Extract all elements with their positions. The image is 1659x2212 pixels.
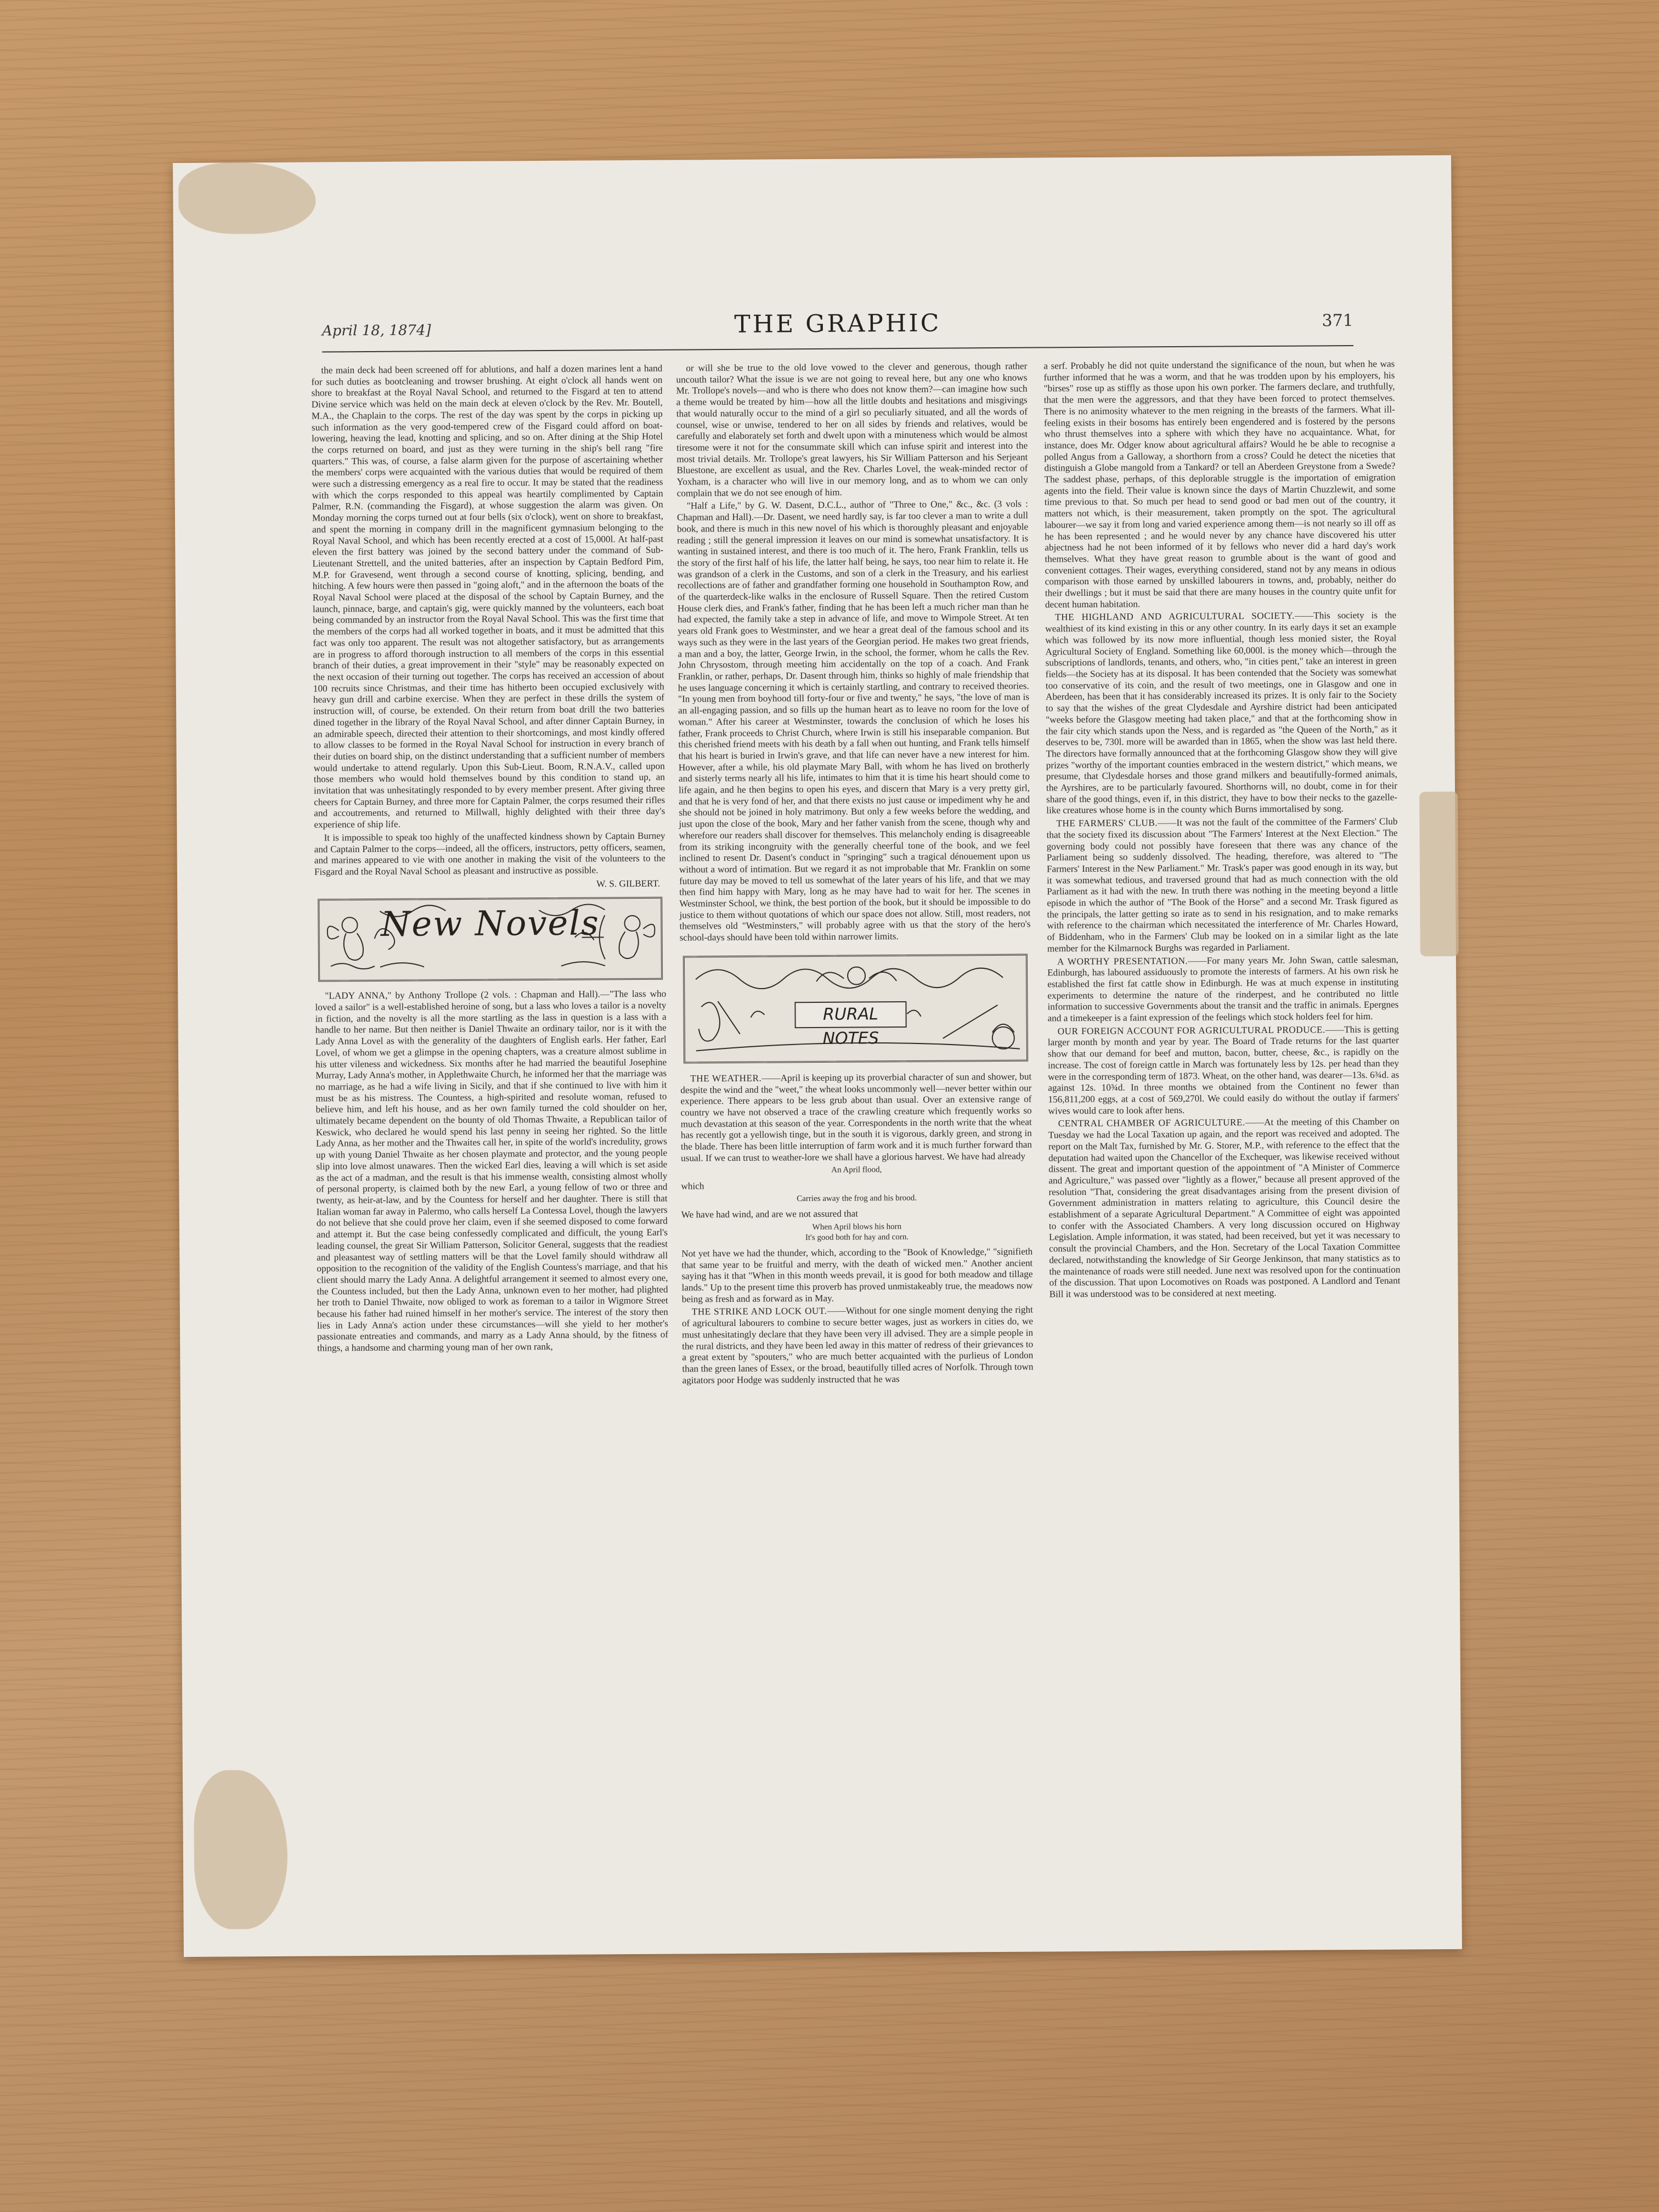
new-novels-banner (318, 897, 663, 982)
rural-note-paragraph (1045, 610, 1397, 817)
paragraph-text: We have had wind, and are we not assured that (681, 1208, 859, 1220)
issue-date: April 18, 1874] (321, 322, 431, 340)
paper-stain (178, 162, 316, 235)
section-heading: A WORTHY PRESENTATION. (1057, 955, 1188, 967)
verse-line: It's good both for hay and corn. (805, 1232, 909, 1243)
article-paragraph: It is impossible to speak too highly of the unaffected kindness shown by Captain Burney and Captain Palmer to the corps—indeed, all the officers, instructors, petty officers, seamen, and marines appeared to vie with one another in making the visit of the volunteers to the Fisgard and the Royal Naval School as pleasant and instructive as possible. (314, 830, 665, 877)
author-signature: W. S. GILBERT. (596, 878, 661, 889)
paragraph-text: ——For many years Mr. John Swan, cattle salesman, Edinburgh, has laboured assiduously to promote the interests of farmers. At his own risk he established the first fat cattle show in Edinburgh. He was at much expense in instituting experiments to determine the nature of the rinderpest, and he contributed no little information to successive Governments about the transit and the traffic in animals. Epergnes and a timekeeper is a faint expression of the feelings which stock holders feel for him. (1047, 954, 1399, 1024)
article-paragraph: the main deck had been screened off for ablutions, and half a dozen marines lent a hand for such duties as bootcleaning and trowser brushing. At eight o'clock all hands went on shore to breakfast at the Royal Naval School, and returned to the Fisgard at ten to attend Divine service which was held on the main deck at eleven o'clock by the Rev. Mr. Boutell, M.A., the Chaplain to the corps. The rest of the day was spent by the corps in picking up such information as the very good-tempered crew of the Fisgard could afford on boat-lowering, heaving the lead, knotting and splicing, and so on. After dining at the Ship Hotel the corps returned on board, and just as they were turning in the ship's bell rang "fire quarters." This was, of course, a false alarm given for the purpose of ascertaining whether the members' corps were acquainted with the various duties that would be required of them were such a distressing emergency as a real fire to occur. It may be stated that the readiness with which the corps responded to this appeal was heartily complimented by Captain Palmer, R.N. (commanding the Fisgard), at whose suggestion the alarm was given. On Monday morning the corps turned out at four bells (six o'clock), went on shore to breakfast, and spent the morning in company drill in the magnificent gymnasium belonging to the Royal Naval School, and which has been recently erected at a cost of 15,000l. At half-past eleven the first battery was joined by the second battery under the command of Sub-Lieutenant Strettell, and the united batteries, after an inspection by Captain Bedford Pim, M.P. for Gravesend, went through a second course of knotting, splicing, bending, and hitching. A few hours were then passed in "going aloft," and in the afternoon the boats of the Royal Naval School were placed at the disposal of the school by Captain Burney, and the launch, pinnace, barge, and captain's gig, were quickly manned by the volunteers, each boat being commanded by an instructor from the Royal Naval School. This was the first time that the members of the corps had all worked together in boats, and it must be admitted that this fact was only too apparent. The result was not altogether satisfactory, but as arrangements are in progress to afford thorough instruction to all members of the corps in this essential branch of their duties, a great improvement in their "style" may be reasonably expected on the next occasion of their turning out together. The corps has received an accession of about 100 recruits since Christmas, and their time has hitherto been occupied exclusively with heavy gun drill and carbine exercise. When they are perfect in these drills the system of instruction will, of course, be extended. On their return from boat drill the two batteries dined together in the library of the Royal Naval School, and after dinner Captain Burney, in an admirable speech, directed their attention to their shortcomings, and most kindly offered to allow classes to be formed in the Royal Naval School for instruction in every branch of their duties on board ship, on the distinct understanding that a sufficient number of members would undertake to attend regularly. Upon this Sub-Lieut. Boom, R.N.A.V., called upon those members who would hold themselves bound by this condition to stand up, an invitation that was unhesitatingly responded to by every member present. After giving three cheers for Captain Burney, and three more for Captain Palmer, the corps resumed their rifles and accoutrements, and returned to Millwall, highly delighted with their three day's experience of ship life. (311, 363, 665, 830)
banner-title: New Novels (380, 902, 600, 945)
rural-note-paragraph (1046, 816, 1398, 955)
paper-stain (194, 1770, 288, 1929)
verse-line: Carries away the frog and his brood. (797, 1194, 917, 1204)
paragraph-text: ——Without for one single moment denying the right of agricultural labourers to combine to secure better wages, just as workers in cities do, we must unhesitatingly declare that they have been very ill advised. They are a simple people in the rural districts, and they have been led away in this matter of redress of their grievances to a great extent by "spouters," who are much better acquainted with the purlieus of London than the green lanes of Essex, or the broad, beautifully tilled acres of Norfolk. Through town agitators poor Hodge was suddenly instructed that he was (681, 1305, 1034, 1386)
column-3 (1043, 359, 1400, 1302)
paragraph-text: ——April is keeping up its proverbial character of sun and shower, but despite the wind and the "weet," the wheat looks uncommonly well—never better within our experience. There appears to be less grub about than usual. Over an extensive range of country we have not observed a trace of the crawling creature which frequently works so much devastation at this season of the year. Correspondents in the north write that the wheat has recently got a yellowish tinge, but in the south it is vigorous, darkly green, and strong in the blade. There has been little interruption of farm work and it is much further forward than usual. If we can trust to weather-lore we shall have a glorious harvest. We have had already (680, 1071, 1032, 1164)
paragraph-text: ——This is getting larger month by month and year by year. The Board of Trade returns for the last quarter show that our demand for beef and mutton, bacon, butter, cheese, &c., is rapidly on the increase. The cost of foreign cattle in March was fortunately less by 12s. per head than they were in the corresponding term of 1873. Wheat, on the other hand, was dearer—13s. 6¾d. as against 12s. 10¾d. In three months we obtained from the Continent no fewer than 156,811,200 eggs, at a cost of 569,270l. We could easily do without the outlay if farmers' wives would care to look after hens. (1047, 1024, 1400, 1116)
running-head (322, 307, 1353, 352)
section-heading: THE FARMERS' CLUB. (1056, 817, 1158, 829)
page-number: 371 (1322, 311, 1353, 331)
rural-note-paragraph (682, 1305, 1034, 1386)
paragraph-text: which (681, 1181, 704, 1192)
verse-line: An April flood, (831, 1165, 882, 1175)
paper-stain (1419, 792, 1459, 956)
masthead-title: THE GRAPHIC (734, 309, 941, 338)
verse-line: When April blows his horn (812, 1222, 902, 1232)
newspaper-page (173, 155, 1462, 1957)
banner-title: RURAL NOTES (794, 1001, 906, 1028)
section-heading: THE HIGHLAND AND AGRICULTURAL SOCIETY. (1055, 611, 1295, 623)
paragraph-text: ——This society is the wealthiest of its kind existing in this or any other country. In its early days it set an example which was followed by its now more influential, though less monied sister, the Royal Agricultural Society of England. Something like 60,000l. is the money which—through the subscriptions of landlords, tenants, and others, who, "in cities pent," take an interest in green fields—the Society has at its disposal. It has been contended that the Society was somewhat too conservative of its coin, and the result of two meetings, one in Glasgow and one in Aberdeen, has been that it has considerably increased its prizes. It is only fair to the Society to say that the wishes of the great Clydesdale and Ayrshire district had been anticipated "weeks before the Glasgow meeting had taken place," and that at the forthcoming show in the fair city which stands upon the Ness, and is regarded as "the Queen of the North," as it deserves to be, 730l. more will be awarded than in 1865, when the show was last held there. The directors have formally announced that at the forthcoming Glasgow show they will give prizes "worthy of the important counties embraced in the western district," which means, we presume, that Clydesdale horses and those grand milkers and beautifully-formed animals, the Ayrshires, are to be particularly favoured. Shorthorns will, no doubt, come in for their share of the good things, even if, in this district, they have to bow their necks to the gazelle-like creatures whose home is in the county which Burns immortalised by song. (1045, 610, 1398, 816)
rural-note-paragraph (680, 1071, 1032, 1164)
section-heading: OUR FOREIGN ACCOUNT FOR AGRICULTURAL PRODUCE. (1057, 1024, 1325, 1037)
column-1 (311, 363, 668, 1356)
rural-notes-banner (683, 954, 1028, 1064)
paragraph-text: Not yet have we had the thunder, which, according to the "Book of Knowledge," "signifieth that same year to be fruitful and merry, with the death of wicked men." Another ancient saying has it that "When in this month weeds prevail, it is good for both meadow and tillage lands." Up to the present time this proverb has proved unmistakeably true, the meadows now being as fresh and as forward as in May. (681, 1246, 1033, 1305)
paragraph-text: ——It was not the fault of the committee of the Farmers' Club that the society fixed its discussion about "The Farmers' Interest at the Next Election." The governing body could not possibly have foreseen that there was any chance of the Parliament being so suddenly dissolved. The heading, therefore, was altered to "The Farmers' Interest in the New Parliament." Mr. Trask's paper was good enough in its way, but it was somewhat tedious, and traversed ground that had as much connection with the old Parliament as it had with the new. In truth there was nothing in the meeting beyond a little episode in which the author of "The Book of the Horse" and a second Mr. Trask figured as the principals, the latter getting so irate as to send in his resignation, and to make remarks with reference to the chairman which necessitated the interference of Mr. Charles Howard, of Biddenham, who in the Farmers' Club may be looked on in a similar light as the late member for the Kilmarnock Burghs was regarded in Parliament. (1046, 816, 1398, 954)
review-paragraph: or will she be true to the old love vowed to the clever and generous, though rather uncouth tailor? What the issue is we are not going to reveal here, but any one who knows Mr. Trollope's novels—and who is there who does not know them?—can imagine how such a theme would be treated by him—how all the little doubts and hesitations and misgivings that would naturally occur to the mind of a girl so peculiarly situated, and all the words of counsel, wise or unwise, tendered to her on all sides by friends and relatives, would be carefully and elaborately set forth and dwelt upon with a minuteness which would be almost tiresome were it not for the consummate skill which can infuse spirit and interest into the most trivial details. Mr. Trollope's great lawyers, his Sir William Patterson and his Serjeant Bluestone, are excellent as usual, and the Rev. Charles Lovel, the weak-minded rector of Yoxham, is a character who will live in our memory long, and as to whom we can only complain that we do not see enough of him. (676, 360, 1028, 499)
review-paragraph: "Half a Life," by G. W. Dasent, D.C.L., author of "Three to One," &c., &c. (3 vols : Chapman and Hall).—Dr. Dasent, we need hardly say, is far too clever a man to write a dull book, and there is much in this new novel of his which is thoroughly pleasant and enjoyable reading ; still the general impression it leaves on our mind is somewhat unsatisfactory. It is wanting in sustained interest, and there is too much of it. The hero, Frank Franklin, tells us the story of the first half of his life, the latter half being, he says, too near him to relate it. He was grandson of a clerk in the Customs, and son of a clerk in the Treasury, and his earliest recollections are of father and grandfather forming one household in Southampton Row, and of the quarterdeck-like walks in the enclosure of Russell Square. Then the retired Custom House clerk dies, and Frank's father, finding that he has been left a much richer man than he had expected, the family take a step in advance of life, and move to Wimpole Street. At ten years old Frank goes to Westminster, and we hear a great deal of the famous school and its ways such as they were in the last years of the Georgian period. He makes two great friends, a man and a boy, the latter, George Irwin, in the school, the former, whom he calls the Rev. John Chrysostom, through meeting him accidentally on the top of a coach. And Frank Franklin, or rather, perhaps, Dr. Dasent through him, thinks so highly of male friendship that he uses language concerning it which is certainly startling, and contrary to received theories. "In young men from boyhood till forty-four or five and twenty," he says, "the love of man is an all-engaging passion, and so fills up the human heart as to leave no room for the love of woman." After his career at Westminster, towards the conclusion of which he loses his father, Frank proceeds to Christ Church, where Irwin is still his inseparable companion. But this cherished friend meets with his death by a fall when out hunting, and Frank tells himself that his heart is buried in Irwin's grave, and that life can never have a new interest for him. However, after a while, his old playmate Mary Ball, with whom he has lived on brotherly and sisterly terms nearly all his life, intimates to him that it is time his heart should come to life again, and he then begins to open his eyes, and discern that Mary is a very pretty girl, and that he is very fond of her, and that there exists no just cause or impediment why he and she should not be joined in holy matrimony. But only a few weeks before the wedding, and just upon the close of the book, Mary and her father vanish from the scene, though why and wherefore our readers shall discover for themselves. This melancholy ending is disagreeable from its striking incongruity with the generally cheerful tone of the book, and we feel inclined to resent Dr. Dasent's conduct in "springing" such a tragical dénouement upon us without a word of intimation. But we regard it as not improbable that Mr. Franklin on some future day may be moved to tell us somewhat of the later years of his life, and that we may then find him happy with Mary, long as he may have had to wait for her. The scenes in Westminster School, we think, the best portion of the book, but it should be impossible to do justice to them without quotations of which our space does not allow. Still, most readers, not themselves old "Westminsters," will probably agree with us that the story of the hero's school-days should have been told within narrower limits. (676, 499, 1031, 943)
verse-quote (681, 1193, 1032, 1205)
verse-quote (681, 1164, 1032, 1177)
rural-note-paragraph (1048, 1024, 1400, 1117)
verse-quote (681, 1221, 1032, 1244)
section-heading: THE WEATHER. (690, 1073, 762, 1084)
rural-note-paragraph (1047, 954, 1399, 1024)
section-heading: CENTRAL CHAMBER OF AGRICULTURE. (1058, 1117, 1245, 1129)
paragraph-text: a serf. Probably he did not quite understand the significance of the noun, but when he was further informed that he was a worm, and that he was trodden upon by his employers, his "birses" rose up as stiffly as those upon his own porker. The farmers declare, and truthfully, that the men were the aggressors, and that they have been forced to protect themselves. There is no animosity whatever to the men reigning in the breasts of the farmers. What ill-feeling exists in their bosoms has entirely been engendered and is fostered by the persons who thrust themselves into a sphere with which they have no acquaintance. What, for instance, does Mr. Odger know about agricultural affairs? Would he be able to recognise a polled Angus from a Galloway, a shorthorn from a cross? Could he detect the niceties that distinguish a Globe mangold from a Tankard? or tell an Aberdeen Greystone from a Swede? The saddest phase, perhaps, of this deplorable struggle is the importation of emigration agents into the field. Their value is known since the days of Martin Chuzzlewit, and some time previous to that. So much per head to send good or bad men out of the country, it matters not which, is their measurement, taken promptly on the spot. The agricultural labourer—we say it from long and varied experience among them—is not nearly so ill off as he has been represented ; and he would never by any chance have discovered his utter abjectness had he not been informed of it by fellows who never did a hard day's work themselves. What they have great reason to grumble about is the want of good and convenient cottages. Their wages, everything considered, stand not by any means in odious comparison with those earned by unskilled labourers in towns, and, probably, neither do their dwellings ; but it must be said that there are many houses in the country quite unfit for decent human habitation. (1043, 358, 1396, 610)
rural-note-paragraph (1048, 1116, 1401, 1300)
section-heading: THE STRIKE AND LOCK OUT. (691, 1306, 827, 1317)
column-2 (676, 361, 1033, 1388)
review-paragraph: "LADY ANNA," by Anthony Trollope (2 vols. : Chapman and Hall).—"The lass who loved a sailor" is a well-established heroine of song, but a lass who loves a tailor is a novelty in fiction, and the novelty is all the more startling as the lass in question is a lass with a handle to her name. But then neither is Daniel Thwaite an ordinary tailor, nor is it with the Lady Anna Lovel as with the generality of the daughters of English earls. Her father, Earl Lovel, of whom we get a glimpse in the opening chapters, was a creature almost sublime in his utter vileness and wickedness. Six months after he had married the beautiful Josephine Murray, Lady Anna's mother, in Applethwaite Church, he informed her that the marriage was no marriage, as he had a wife living in Sicily, and that if she continued to live with him it must be as his mistress. The Countess, a high-spirited and resolute woman, refused to believe him, and left his house, and as her own family turned the cold shoulder on her, ultimately became dependent on the bounty of old Thomas Thwaite, a Republican tailor of Keswick, who declared he would spend his last penny in seeing her righted. So the little Lady Anna, as her mother and the Thwaites call her, in spite of the world's incredulity, grows up with young Daniel Thwaite as her chosen playmate and protector, and the young people slip into love almost unawares. Then the wicked Earl dies, leaving a will which is set aside as the act of a madman, and the result is that his immense wealth, consisting almost wholly of personal property, is claimed both by the new Earl, a young fellow of two or three and twenty, as heir-at-law, and by the Countess for herself and her daughter. There is still that Italian woman far away in Palermo, who calls herself La Contessa Lovel, though the lawyers do not believe that she could prove her claim, even if she seemed disposed to come forward and attempt it. But the case being confessedly complicated and difficult, the young Earl's leading counsel, the great Sir William Patterson, Solicitor General, suggests that the readiest and pleasantest way of settling matters will be that the Lovel family should withdraw all opposition to the recognition of the validity of the English Countess's marriage, and that his client should marry the Lady Anna. A delightful arrangement it seemed to almost every one, the Countess included, but then the Lady Anna, unknown even to her mother, had plighted her troth to Daniel Thwaite, now obliged to work as foreman to a tailor in Wigmore Street because his father had ruined himself in her mother's service. The interest of the story then lies in Lady Anna's action under these circumstances—will she yield to her mother's passionate entreaties and commands, and marry as a Lady Anna should, by the fitness of things, a handsome and charming young man of her own rank, (315, 989, 669, 1353)
paragraph-text: ——At the meeting of this Chamber on Tuesday we had the Local Taxation up again, and the report was received and adopted. The report on the Malt Tax, furnished by Mr. G. Storer, M.P., with reference to the effect that the deputation had waited upon the Chancellor of the Exchequer, was likewise received without dissent. The great and important question of the appointment of "A Minister of Commerce and Agriculture," was passed over "lightly as a flower," because all present approved of the resolution "That, considering the great disadvantages arising from the present division of Government administration in matters relating to agriculture, this Council desire the establishment of a separate Agricultural Department." A Committee of eight was appointed to confer with the Associated Chambers. A very long discussion occured on Highway Legislation. Ample information, it was stated, had been received, but yet it was necessary to consult the provincial Chambers, and the Hon. Secretary of the Local Taxation Committee declared, notwithstanding the knowledge of Sir George Jenkinson, that many statistics as to the maintenance of roads were still needed. June next was resolved upon for the continuation of the discussion. That upon Locomotives on Roads was postponed. A Landlord and Tenant Bill it was understood was to be considered at next meeting. (1048, 1116, 1401, 1300)
